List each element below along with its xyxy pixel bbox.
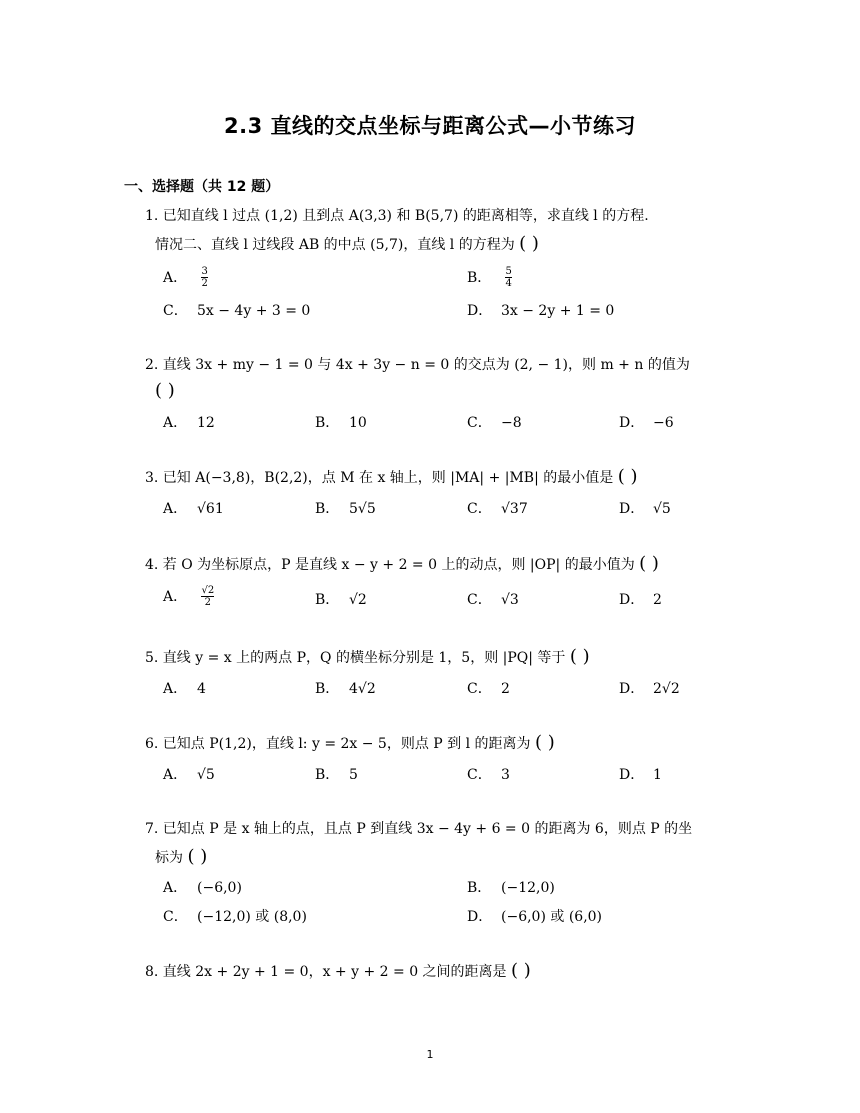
option-label: A． bbox=[163, 767, 188, 783]
option-label: D． bbox=[619, 681, 645, 697]
option-label: D． bbox=[619, 592, 645, 608]
option-label: A． bbox=[163, 501, 188, 517]
answer-paren: ( ) bbox=[639, 553, 659, 574]
question-2-line-1: 2. 直线 3x + my − 1 = 0 与 4x + 3y − n = 0 的交点为 (2, − 1)，则 m + n 的值为 bbox=[145, 357, 690, 373]
option-text: 5 bbox=[349, 767, 358, 783]
option-7-b[interactable] bbox=[467, 877, 555, 897]
option-text: √2 bbox=[349, 592, 367, 608]
option-1-b[interactable] bbox=[467, 266, 512, 289]
option-label: B． bbox=[315, 767, 340, 783]
option-label: C． bbox=[163, 909, 188, 925]
question-1-line-2 bbox=[155, 233, 539, 254]
section-heading: 一、选择题（共 12 题） bbox=[124, 179, 280, 195]
option-6-d[interactable] bbox=[619, 764, 662, 784]
option-label: B． bbox=[315, 592, 340, 608]
answer-paren: ( ) bbox=[535, 732, 555, 753]
fraction-numerator: √2 bbox=[201, 585, 215, 596]
question-6-line-1 bbox=[145, 732, 555, 753]
option-text: √5 bbox=[653, 501, 671, 517]
option-label: D． bbox=[619, 501, 645, 517]
option-text: −6 bbox=[653, 415, 674, 431]
option-text: 2 bbox=[653, 592, 662, 608]
option-7-d[interactable] bbox=[467, 906, 602, 926]
page-number: 1 bbox=[426, 1048, 434, 1061]
fraction-denominator: 2 bbox=[201, 278, 208, 289]
option-label: B． bbox=[467, 269, 492, 286]
option-5-d[interactable] bbox=[619, 678, 680, 698]
option-label: A． bbox=[163, 880, 188, 896]
fraction-denominator: 4 bbox=[505, 278, 512, 289]
option-label: C． bbox=[467, 501, 492, 517]
option-label: C． bbox=[163, 303, 188, 319]
fraction-denominator: 2 bbox=[204, 597, 211, 608]
option-text: (−6,0) bbox=[197, 880, 242, 896]
option-text: 4√2 bbox=[349, 681, 376, 697]
answer-paren: ( ) bbox=[511, 960, 531, 981]
option-4-c[interactable] bbox=[467, 589, 519, 609]
option-6-c[interactable] bbox=[467, 764, 510, 784]
option-text: (−6,0) 或 (6,0) bbox=[501, 909, 603, 925]
fraction bbox=[201, 585, 214, 608]
option-4-b[interactable] bbox=[315, 589, 367, 609]
option-4-a[interactable] bbox=[163, 585, 214, 608]
fraction bbox=[201, 266, 207, 289]
option-label: C． bbox=[467, 592, 492, 608]
answer-paren: ( ) bbox=[187, 846, 208, 867]
option-5-a[interactable] bbox=[163, 678, 206, 698]
option-1-d[interactable] bbox=[467, 300, 614, 320]
question-4-line-1 bbox=[145, 553, 659, 574]
question-5-text: 5. 直线 y = x 上的两点 P，Q 的横坐标分别是 1，5，则 |PQ| 等于 bbox=[145, 650, 566, 666]
question-2-line-2 bbox=[155, 380, 175, 401]
option-label: B． bbox=[315, 415, 340, 431]
option-text: 5x − 4y + 3 = 0 bbox=[197, 303, 311, 319]
question-4-text: 4. 若 O 为坐标原点，P 是直线 x − y + 2 = 0 上的动点，则 |OP| 的最小值为 bbox=[145, 557, 635, 573]
question-6-text: 6. 已知点 P(1,2)，直线 l: y = 2x − 5，则点 P 到 l 的距离为 bbox=[145, 736, 531, 752]
option-4-d[interactable] bbox=[619, 589, 662, 609]
option-3-d[interactable] bbox=[619, 498, 671, 518]
option-text: √37 bbox=[501, 501, 528, 517]
option-6-a[interactable] bbox=[163, 764, 215, 784]
option-label: C． bbox=[467, 767, 492, 783]
option-1-a[interactable] bbox=[163, 266, 208, 289]
option-text: 4 bbox=[197, 681, 206, 697]
option-3-c[interactable] bbox=[467, 498, 528, 518]
document-title: 2.3 直线的交点坐标与距离公式—小节练习 bbox=[223, 114, 636, 138]
option-text: √5 bbox=[197, 767, 215, 783]
fraction-numerator: 5 bbox=[505, 266, 512, 277]
question-3-line-1 bbox=[145, 466, 638, 487]
option-5-b[interactable] bbox=[315, 678, 376, 698]
option-label: A． bbox=[163, 588, 188, 605]
question-7-line-2-text: 标为 bbox=[155, 850, 183, 866]
option-text: √61 bbox=[197, 501, 224, 517]
option-1-c[interactable] bbox=[163, 300, 310, 320]
question-1-line-2-text: 情况二、直线 l 过线段 AB 的中点 (5,7)，直线 l 的方程为 bbox=[155, 237, 515, 253]
option-label: D． bbox=[619, 415, 645, 431]
option-label: C． bbox=[467, 415, 492, 431]
option-text: 2√2 bbox=[653, 681, 680, 697]
option-text: 5√5 bbox=[349, 501, 376, 517]
option-6-b[interactable] bbox=[315, 764, 358, 784]
option-text: 1 bbox=[653, 767, 662, 783]
fraction-numerator: 3 bbox=[201, 266, 208, 277]
option-text: 3 bbox=[501, 767, 510, 783]
question-8-text: 8. 直线 2x + 2y + 1 = 0，x + y + 2 = 0 之间的距离是 bbox=[145, 964, 507, 980]
option-label: A． bbox=[163, 681, 188, 697]
option-text: −8 bbox=[501, 415, 522, 431]
option-2-a[interactable] bbox=[163, 412, 215, 432]
option-7-c[interactable] bbox=[163, 906, 307, 926]
option-2-b[interactable] bbox=[315, 412, 367, 432]
option-label: D． bbox=[467, 303, 493, 319]
option-label: B． bbox=[315, 501, 340, 517]
question-8-line-1 bbox=[145, 960, 531, 981]
option-label: D． bbox=[619, 767, 645, 783]
option-3-b[interactable] bbox=[315, 498, 376, 518]
option-text: 2 bbox=[501, 681, 510, 697]
question-3-text: 3. 已知 A(−3,8)，B(2,2)，点 M 在 x 轴上，则 |MA| + |MB| 的最小值是 bbox=[145, 470, 614, 486]
answer-paren: ( ) bbox=[519, 233, 539, 254]
option-label: B． bbox=[315, 681, 340, 697]
option-2-c[interactable] bbox=[467, 412, 522, 432]
answer-paren: ( ) bbox=[569, 646, 590, 667]
option-text: 10 bbox=[349, 415, 367, 431]
option-7-a[interactable] bbox=[163, 877, 242, 897]
question-1-line-1: 1. 已知直线 l 过点 (1,2) 且到点 A(3,3) 和 B(5,7) 的距离相等，求直线 l 的方程. bbox=[145, 208, 649, 224]
option-text: 3x − 2y + 1 = 0 bbox=[501, 303, 615, 319]
option-label: A． bbox=[163, 415, 188, 431]
option-3-a[interactable] bbox=[163, 498, 224, 518]
answer-paren: ( ) bbox=[617, 466, 638, 487]
option-text: √3 bbox=[501, 592, 519, 608]
option-label: B． bbox=[467, 880, 492, 896]
option-text: (−12,0) bbox=[501, 880, 555, 896]
option-text: (−12,0) 或 (8,0) bbox=[197, 909, 307, 925]
fraction bbox=[505, 266, 511, 289]
option-5-c[interactable] bbox=[467, 678, 510, 698]
option-text: 12 bbox=[197, 415, 215, 431]
option-label: C． bbox=[467, 681, 492, 697]
option-2-d[interactable] bbox=[619, 412, 674, 432]
answer-paren: ( ) bbox=[155, 380, 175, 401]
option-label: A． bbox=[163, 269, 188, 286]
option-label: D． bbox=[467, 909, 493, 925]
question-7-line-1: 7. 已知点 P 是 x 轴上的点，且点 P 到直线 3x − 4y + 6 = 0 的距离为 6，则点 P 的坐 bbox=[145, 821, 693, 837]
question-7-line-2 bbox=[155, 846, 207, 867]
question-5-line-1 bbox=[145, 646, 590, 667]
